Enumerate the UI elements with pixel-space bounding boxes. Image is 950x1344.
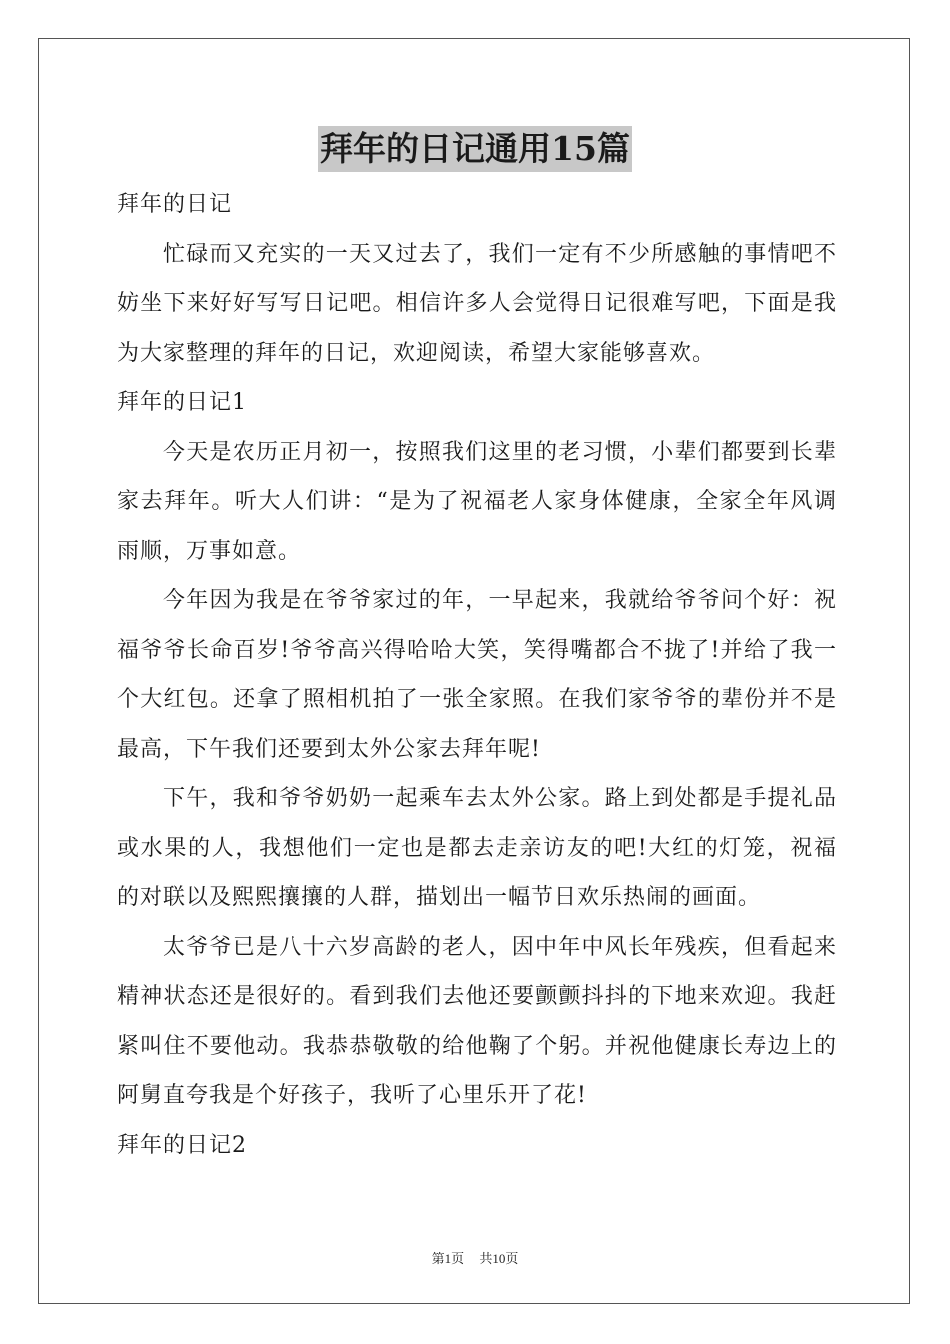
document-title: 拜年的日记通用15篇 xyxy=(318,126,632,172)
page-footer xyxy=(0,1248,950,1267)
section-heading-2: 拜年的日记2 xyxy=(117,1132,247,1158)
section-heading-1: 拜年的日记1 xyxy=(117,390,247,415)
section-heading-intro: 拜年的日记 xyxy=(117,192,233,217)
title-container xyxy=(0,126,950,172)
page-total: 共10页 xyxy=(479,1251,519,1266)
diary1-paragraph-3: 下午，我和爷爷奶奶一起乘车去太外公家。路上到处都是手提礼品或水果的人，我想他们一定也是都去走亲访友的吧!大红的灯笼，祝福的对联以及熙熙攘攘的人群，描划出一幅节日欢乐热闹的画面。 xyxy=(117,786,837,910)
document-body xyxy=(117,180,837,1170)
diary1-paragraph-1: 今天是农历正月初一，按照我们这里的老习惯，小辈们都要到长辈家去拜年。听大人们讲：“是为了祝福老人家身体健康，全家全年风调雨顺，万事如意。 xyxy=(117,439,837,564)
page-number: 第1页 xyxy=(431,1251,465,1266)
diary1-paragraph-2: 今年因为我是在爷爷家过的年，一早起来，我就给爷爷问个好：祝福爷爷长命百岁!爷爷高兴得哈哈大笑，笑得嘴都合不拢了!并给了我一个大红包。还拿了照相机拍了一张全家照。在我们家爷爷的辈份并不是最高，下午我们还要到太外公家去拜年呢! xyxy=(117,588,837,762)
intro-paragraph: 忙碌而又充实的一天又过去了，我们一定有不少所感触的事情吧不妨坐下来好好写写日记吧。相信许多人会觉得日记很难写吧，下面是我为大家整理的拜年的日记，欢迎阅读，希望大家能够喜欢。 xyxy=(117,241,837,366)
diary1-paragraph-4: 太爷爷已是八十六岁高龄的老人，因中年中风长年残疾，但看起来精神状态还是很好的。看到我们去他还要颤颤抖抖的下地来欢迎。我赶紧叫住不要他动。我恭恭敬敬的给他鞠了个躬。并祝他健康长寿边上的阿舅直夸我是个好孩子，我听了心里乐开了花! xyxy=(117,934,837,1108)
